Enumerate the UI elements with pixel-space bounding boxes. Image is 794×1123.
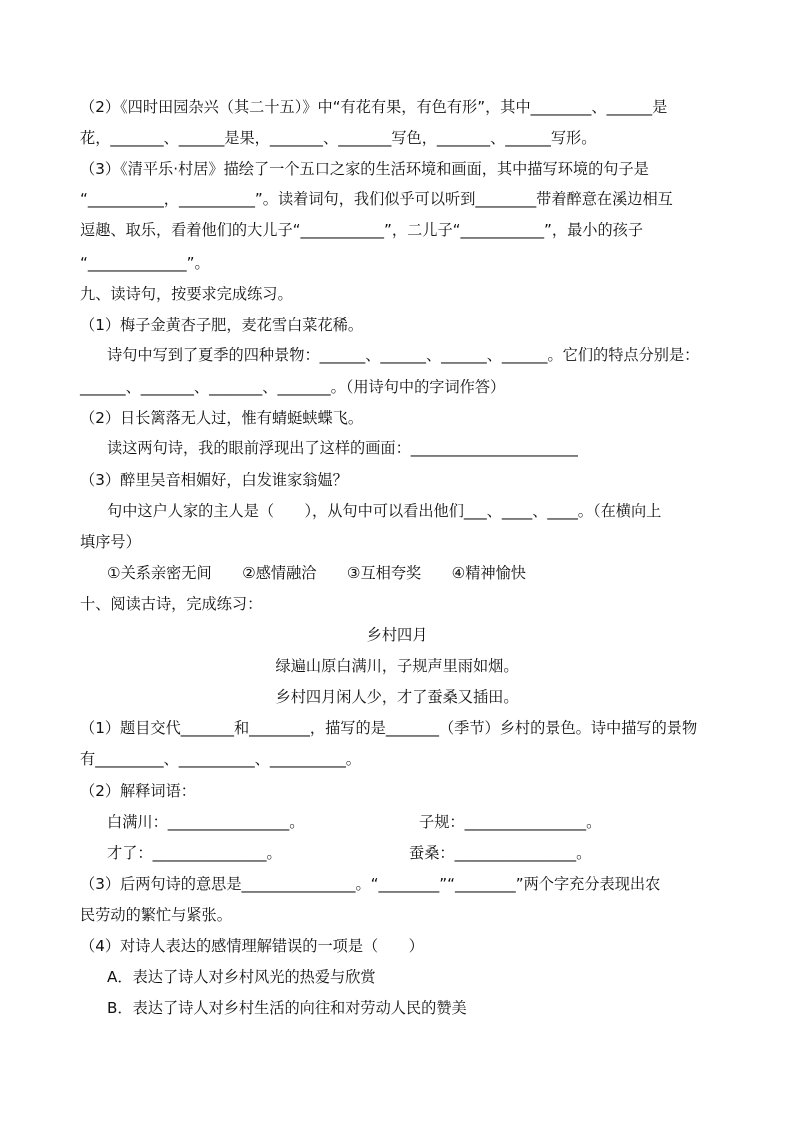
q9-3-line2: 填序号）: [80, 533, 141, 551]
q8-3-line3: 逗趣、取乐，看着他们的大儿子“___________”，二儿子“___________”，最小的孩子: [80, 221, 644, 239]
q9-3-poem: （3）醉里吴音相媚好，白发谁家翁媪？: [80, 471, 348, 489]
section-10-heading: 十、阅读古诗，完成练习：: [80, 595, 263, 613]
q10-2-heading: （2）解释词语：: [80, 782, 196, 800]
q8-3-line4: “_____________”。: [80, 254, 210, 272]
q9-2-poem: （2）日长篱落无人过，惟有蜻蜓蛱蝶飞。: [80, 409, 364, 427]
q10-4-question: （4）对诗人表达的感情理解错误的一项是（ ）: [80, 937, 424, 955]
poem-title: 乡村四月: [366, 626, 428, 644]
q10-1-line2: 有_________、__________、__________。: [80, 750, 361, 768]
q10-3-line2: 民劳动的繁忙与紧张。: [80, 906, 232, 924]
q8-2-line1: （2）《四时田园杂兴（其二十五）》中“有花有果，有色有形”，其中________、______是: [80, 98, 668, 116]
q10-4-option-a: A．表达了诗人对乡村风光的热爱与欣赏: [107, 968, 376, 986]
q10-2-term-zigui: 子规：________________。: [419, 813, 602, 831]
q9-1-poem: （1）梅子金黄杏子肥，麦花雪白菜花稀。: [80, 316, 364, 334]
poem-line2: 乡村四月闲人少，才了蚕桑又插田。: [275, 688, 519, 706]
q9-1-line1: 诗句中写到了夏季的四种景物：______、______、______、______。它们的特点分别是：: [107, 346, 700, 364]
q10-1-line1: （1）题目交代_______和________，描写的是_______（季节）乡村的景色。诗中描写的景物: [80, 719, 698, 737]
q10-2-term-cailiao: 才了：_______________。: [107, 844, 282, 862]
q10-2-term-cansang: 蚕桑：________________。: [409, 844, 592, 862]
q10-4-option-b: B．表达了诗人对乡村生活的向往和对劳动人民的赞美: [107, 999, 467, 1017]
q8-3-line1: （3）《清平乐·村居》描绘了一个五口之家的生活环境和画面，其中描写环境的句子是: [80, 160, 649, 178]
section-9-heading: 九、读诗句，按要求完成练习。: [80, 285, 293, 303]
q8-3-line2: “__________，__________”。读着词句，我们似乎可以听到________带着醉意在溪边相互: [80, 190, 673, 208]
q10-2-term-baimanchuan: 白满川：________________。: [107, 813, 305, 831]
q9-3-options: ①关系亲密无间 ②感情融洽 ③互相夸奖 ④精神愉快: [107, 564, 526, 582]
q9-1-line2: ______、_______、_______、_______。（用诗句中的字词作答）: [80, 378, 506, 396]
q10-3-line1: （3）后两句诗的意思是_______________。“________”“________”两个字充分表现出农: [80, 875, 661, 893]
q9-3-line1: 句中这户人家的主人是（ ），从句中可以看出他们___、____、____。（在横向上: [107, 502, 662, 520]
q8-2-line2: 花，_______、______是果，_______、_______写色，_______、______写形。: [80, 129, 597, 147]
poem-line1: 绿遍山原白满川，子规声里雨如烟。: [275, 657, 519, 675]
q9-2-line1: 读这两句诗，我的眼前浮现出了这样的画面：______________________: [107, 439, 578, 457]
